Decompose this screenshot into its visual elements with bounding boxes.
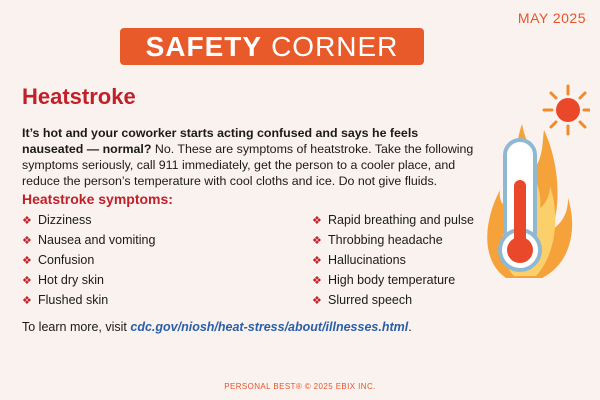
bullet-diamond-icon: ❖: [312, 254, 322, 267]
symptom-label: Nausea and vomiting: [38, 233, 156, 247]
bullet-diamond-icon: ❖: [22, 234, 32, 247]
intro-answer: No. These are symptoms of heatstroke. Take the following symptoms seriously, call 911 immediately, get the person to a cooler place, and reduce the person’s temperature with cool cloths and ice. Do not give fluids.: [22, 142, 474, 188]
bullet-diamond-icon: ❖: [22, 254, 32, 267]
intro-question: It’s hot and your coworker starts acting confused and says he feels nauseated — normal?: [22, 126, 419, 156]
banner-title-light: CORNER: [271, 30, 399, 62]
cdc-link[interactable]: cdc.gov/niosh/heat-stress/about/illnesses.html: [130, 320, 409, 334]
symptom-label: Throbbing headache: [328, 233, 443, 247]
symptom-label: Hot dry skin: [38, 273, 104, 287]
symptom-item: [312, 230, 474, 250]
safety-corner-banner: [120, 28, 424, 65]
symptom-item: [22, 290, 155, 310]
symptom-label: High body temperature: [328, 273, 456, 287]
sun-icon: [544, 86, 590, 134]
bullet-diamond-icon: ❖: [312, 234, 322, 247]
symptom-label: Confusion: [38, 253, 95, 267]
symptoms-list-left: [22, 210, 155, 310]
symptom-item: [312, 270, 474, 290]
symptom-label: Hallucinations: [328, 253, 406, 267]
banner-title-bold: SAFETY: [145, 30, 263, 62]
heat-illustration: [470, 80, 590, 280]
symptom-item: [312, 210, 474, 230]
symptom-item: [22, 250, 155, 270]
bullet-diamond-icon: ❖: [312, 294, 322, 307]
bullet-diamond-icon: ❖: [22, 274, 32, 287]
symptom-label: Rapid breathing and pulse: [328, 213, 474, 227]
symptom-label: Flushed skin: [38, 293, 109, 307]
thermometer-icon: [500, 140, 540, 270]
learn-more-suffix: .: [408, 320, 412, 334]
symptoms-list-right: [312, 210, 474, 310]
symptom-item: [22, 270, 155, 290]
symptom-label: Slurred speech: [328, 293, 413, 307]
symptom-label: Dizziness: [38, 213, 92, 227]
bullet-diamond-icon: ❖: [312, 214, 322, 227]
learn-more-line: [22, 320, 412, 334]
footer-credit: PERSONAL BEST® © 2025 EBIX INC.: [224, 382, 376, 391]
symptoms-heading: Heatstroke symptoms:: [22, 191, 173, 207]
symptom-item: [22, 230, 155, 250]
symptom-item: [312, 250, 474, 270]
bullet-diamond-icon: ❖: [22, 294, 32, 307]
intro-paragraph: [22, 125, 474, 189]
bullet-diamond-icon: ❖: [312, 274, 322, 287]
article-title: Heatstroke: [22, 84, 136, 109]
symptom-item: [22, 210, 155, 230]
learn-more-prefix: To learn more, visit: [22, 320, 131, 334]
issue-date: MAY 2025: [517, 10, 586, 26]
symptom-item: [312, 290, 474, 310]
bullet-diamond-icon: ❖: [22, 214, 32, 227]
